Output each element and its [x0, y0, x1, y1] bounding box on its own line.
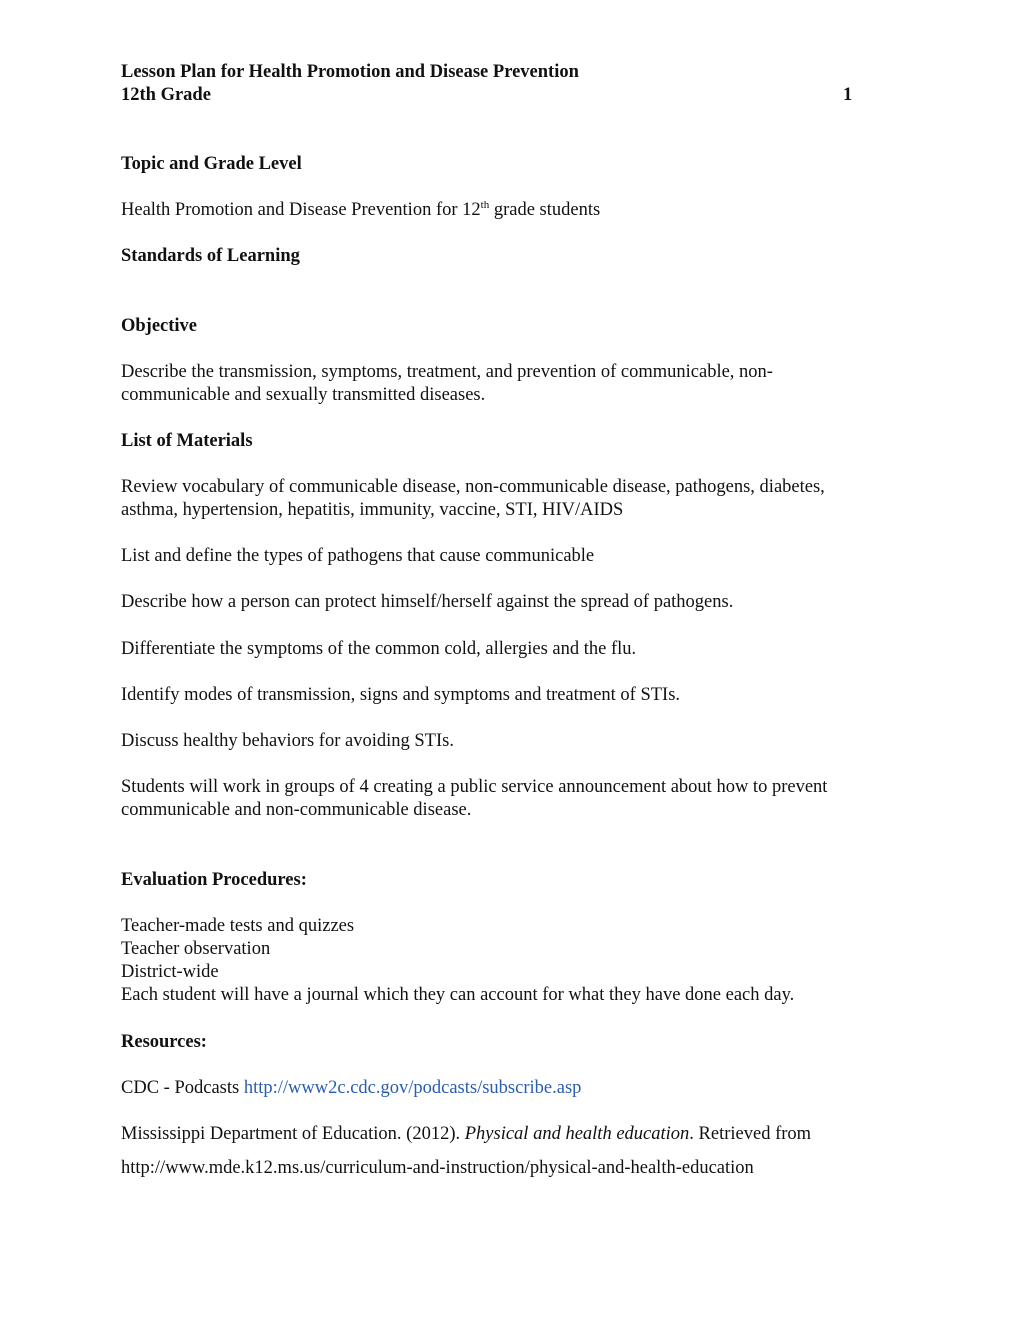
header-title: Lesson Plan for Health Promotion and Disease Prevention — [121, 62, 579, 82]
objective-line-1: Describe the transmission, symptoms, treatment, and prevention of communicable, non- — [121, 362, 773, 382]
materials-item-1-line-2: asthma, hypertension, hepatitis, immunity, vaccine, STI, HIV/AIDS — [121, 500, 624, 520]
materials-item-7-line-1: Students will work in groups of 4 creating a public service announcement about how to prevent — [121, 777, 828, 797]
materials-item-4: Differentiate the symptoms of the common cold, allergies and the flu. — [121, 639, 637, 659]
materials-item-5: Identify modes of transmission, signs and symptoms and treatment of STIs. — [121, 685, 681, 705]
resources-heading: Resources: — [121, 1032, 207, 1052]
materials-item-6: Discuss healthy behaviors for avoiding STIs. — [121, 731, 454, 751]
resource-mde-title: Physical and health education — [464, 1124, 690, 1144]
materials-item-1-line-1: Review vocabulary of communicable disease, non-communicable disease, pathogens, diabetes, — [121, 477, 825, 497]
topic-text — [121, 199, 600, 222]
topic-superscript: th — [480, 199, 490, 211]
header-grade: 12th Grade — [121, 85, 211, 105]
standards-heading: Standards of Learning — [121, 246, 300, 266]
page-number: 1 — [843, 85, 853, 105]
resource-cdc — [121, 1077, 581, 1100]
topic-text-before: Health Promotion and Disease Prevention for 12 — [121, 200, 481, 220]
resource-mde-text-before: Mississippi Department of Education. (2012). — [121, 1124, 465, 1144]
evaluation-item: Teacher observation — [121, 939, 271, 959]
topic-text-after: grade students — [489, 200, 601, 220]
materials-heading: List of Materials — [121, 431, 253, 451]
materials-item-2: List and define the types of pathogens that cause communicable — [121, 546, 595, 566]
resource-mde-text-after: . Retrieved from — [689, 1124, 812, 1144]
resource-cdc-label: CDC - Podcasts — [121, 1078, 244, 1098]
resource-cdc-link[interactable]: http://www2c.cdc.gov/podcasts/subscribe.asp — [243, 1078, 582, 1098]
objective-heading: Objective — [121, 316, 198, 336]
evaluation-item: Teacher-made tests and quizzes — [121, 916, 355, 936]
materials-item-3: Describe how a person can protect himself/herself against the spread of pathogens. — [121, 592, 734, 612]
objective-line-2: communicable and sexually transmitted diseases. — [121, 385, 486, 405]
topic-heading: Topic and Grade Level — [121, 154, 302, 174]
materials-item-7-line-2: communicable and non-communicable disease. — [121, 800, 472, 820]
resource-mde-citation — [121, 1123, 811, 1146]
evaluation-item: District-wide — [121, 962, 219, 982]
evaluation-heading: Evaluation Procedures: — [121, 870, 307, 890]
resource-mde-url[interactable]: http://www.mde.k12.ms.us/curriculum-and-instruction/physical-and-health-education — [121, 1158, 754, 1178]
evaluation-item: Each student will have a journal which they can account for what they have done each day. — [121, 985, 795, 1005]
